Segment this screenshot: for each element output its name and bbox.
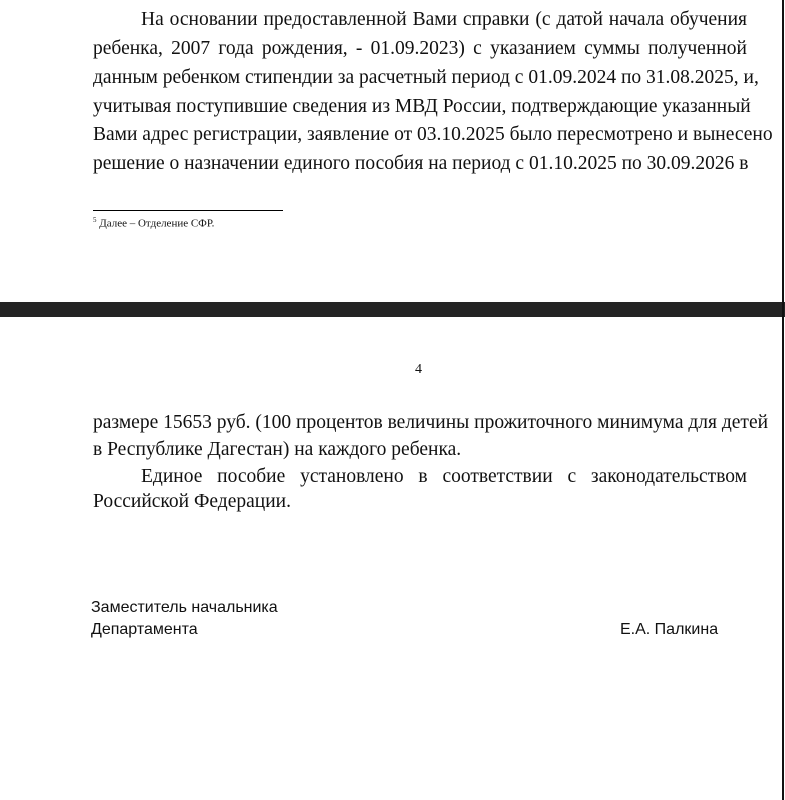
paragraph-line: Единое пособие установлено в соответствии с законодательством	[141, 466, 747, 487]
paragraph-line: ребенка, 2007 года рождения, - 01.09.2023) с указанием суммы полученной	[93, 38, 747, 59]
paragraph-line: решение о назначении единого пособия на период с 01.10.2025 по 30.09.2026 в	[93, 153, 749, 174]
page-separator	[0, 302, 785, 317]
page-number: 4	[415, 362, 422, 377]
paragraph-line: данным ребенком стипендии за расчетный период с 01.09.2024 по 31.08.2025, и,	[93, 67, 759, 88]
footnote-text: Далее – Отделение СФР.	[99, 217, 215, 230]
signatory-name: Е.А. Палкина	[620, 621, 719, 638]
paragraph-line: в Республике Дагестан) на каждого ребенка.	[93, 439, 462, 460]
paragraph-line: Российской Федерации.	[93, 491, 291, 512]
page-edge	[782, 0, 784, 800]
footnote-separator	[93, 210, 283, 211]
footnote	[93, 216, 214, 230]
paragraph-line: размере 15653 руб. (100 процентов величины прожиточного минимума для детей	[93, 412, 769, 433]
signatory-department: Департамента	[91, 621, 198, 638]
paragraph-line: учитывая поступившие сведения из МВД России, подтверждающие указанный	[93, 96, 751, 117]
signatory-position: Заместитель начальника	[91, 599, 278, 616]
paragraph-line: Вами адрес регистрации, заявление от 03.10.2025 было пересмотрено и вынесено	[93, 124, 773, 145]
footnote-mark: 5	[93, 216, 97, 224]
paragraph-line: На основании предоставленной Вами справки (с датой начала обучения	[141, 9, 747, 30]
